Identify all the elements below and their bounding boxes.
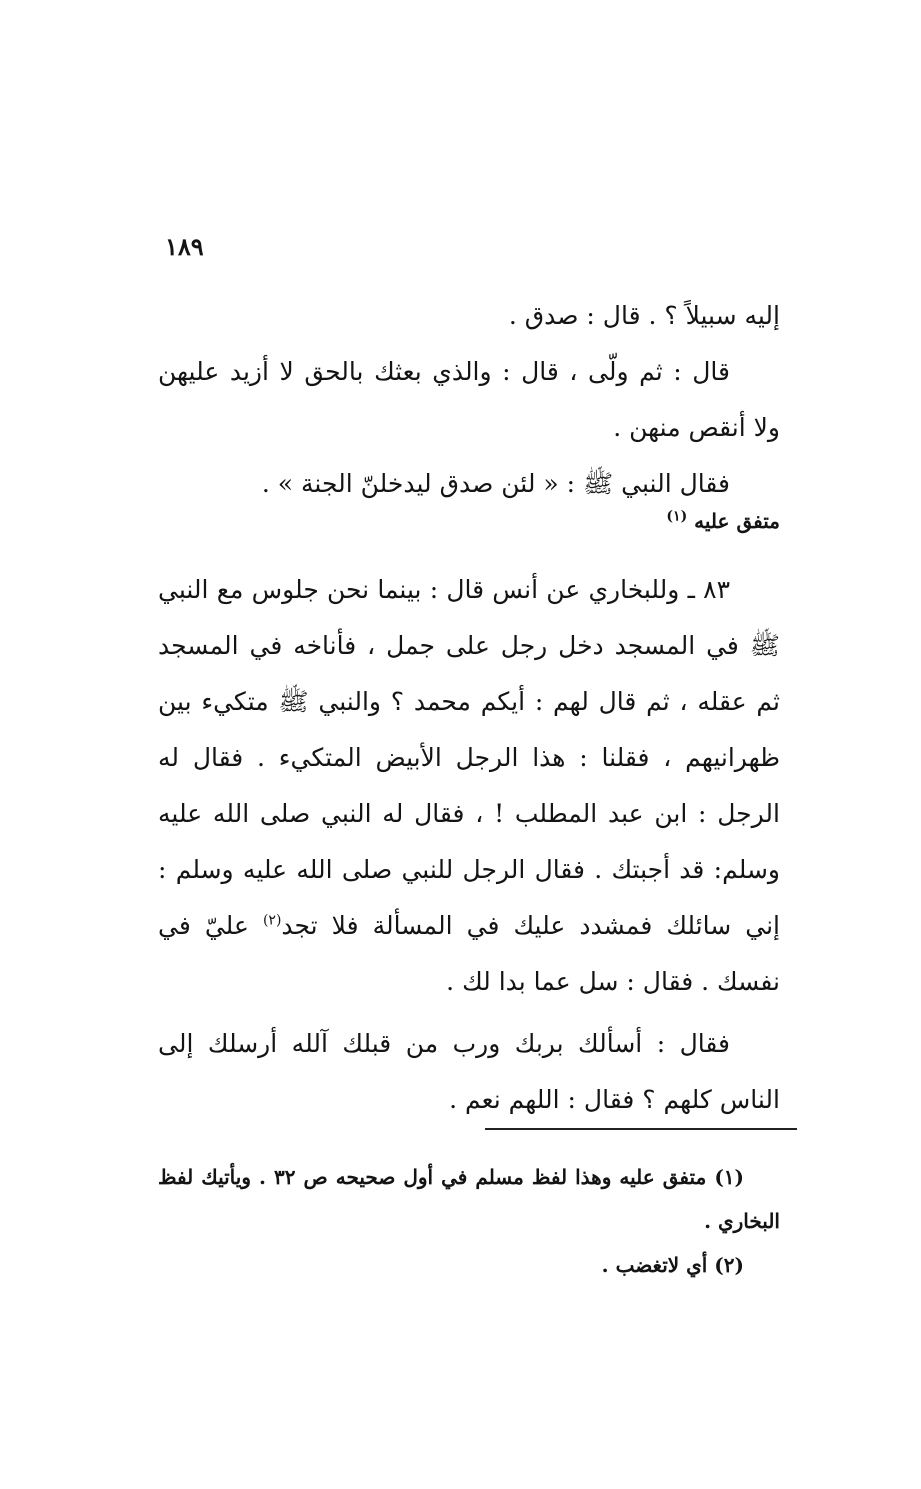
- main-text: [158, 288, 780, 1128]
- footnote-ref-2: (٢): [262, 912, 282, 929]
- footnote-1: (١) متفق عليه وهذا لفظ مسلم في أول صحيحه ص ٣٢ . ويأتيك لفظ البخاري .: [158, 1165, 780, 1233]
- paragraph-2: قال : ثم ولّى ، قال : والذي بعثك بالحق لا أزيد عليهن ولا أنقص منهن .: [158, 357, 780, 442]
- agreed-label: متفق عليه: [694, 509, 780, 533]
- paragraph-3: فقال النبي ﷺ : « لئن صدق ليدخلنّ الجنة » .: [261, 469, 730, 498]
- hadith-83-text: ٨٣ ـ وللبخاري عن أنس قال : بينما نحن جلوس مع النبي ﷺ في المسجد دخل رجل على جمل ، فأناخه في المسجد ثم عقله ، ثم قال لهم : أيكم محمد ؟ والنبي ﷺ متكيء بين ظهرانيهم ، فقلنا : هذا الرجل الأبيض المتكيء . فقال له الرجل : ابن عبد المطلب ! ، فقال له النبي صلى الله عليه وسلم: قد أجبتك . فقال الرجل للنبي صلى الله عليه وسلم : إني سائلك فمشدد عليك في المسألة فلا تجد: [158, 575, 780, 940]
- text-line-1: إليه سبيلاً ؟ . قال : صدق .: [508, 301, 780, 330]
- footnote-ref-1: (١): [666, 508, 688, 525]
- footnote-divider: [485, 1128, 797, 1130]
- hadith-83: [158, 562, 780, 1010]
- page-number: ١٨٩: [165, 232, 204, 261]
- footnotes: [158, 1155, 780, 1287]
- hadith-83-end: عليّ في نفسك . فقال : سل عما بدا لك .: [158, 911, 780, 996]
- paragraph-5: فقال : أسألك بربك ورب من قبلك آلله أرسلك إلى الناس كلهم ؟ فقال : اللهم نعم .: [158, 1029, 780, 1114]
- footnote-2: (٢) أي لاتغضب .: [601, 1253, 744, 1277]
